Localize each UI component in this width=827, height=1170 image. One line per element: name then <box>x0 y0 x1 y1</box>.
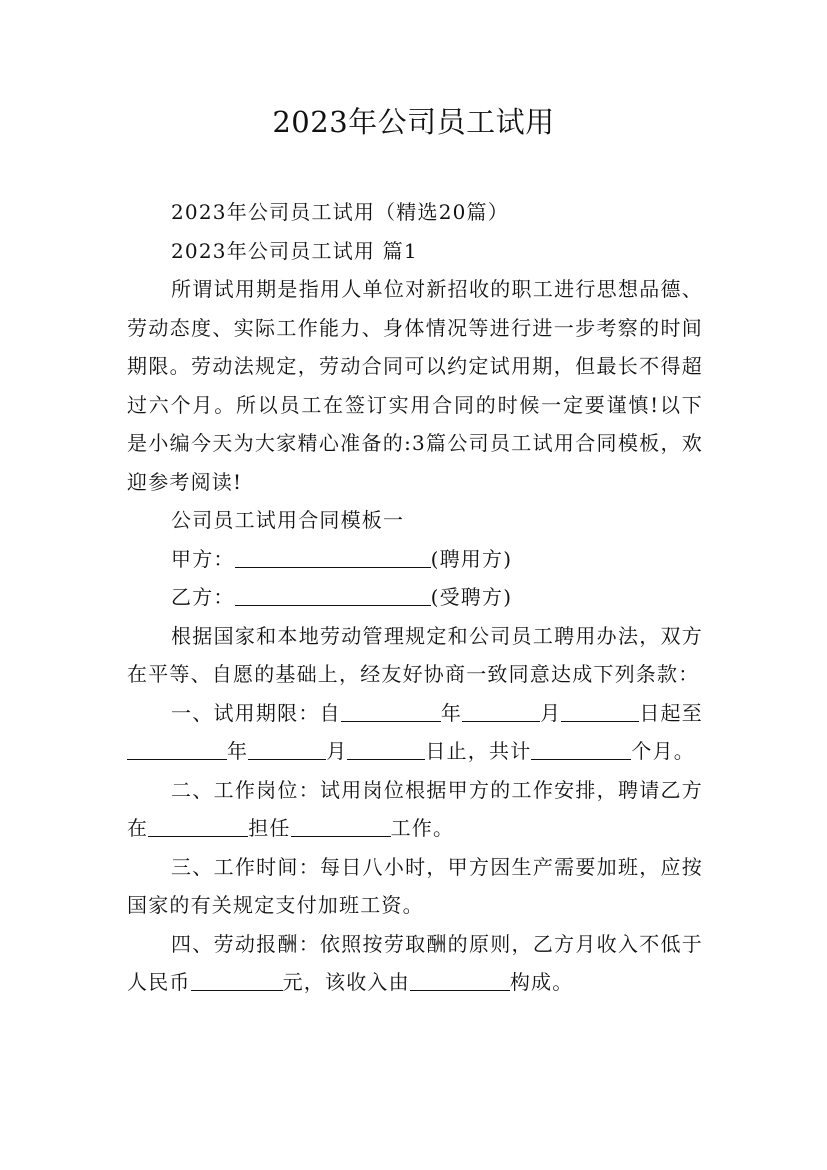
clause-2-work: 工作。 <box>390 816 455 840</box>
clause-1-end-year: 年 <box>227 739 249 763</box>
section-heading: 2023年公司员工试用 篇1 <box>171 238 418 263</box>
party-b-suffix: (受聘方) <box>430 585 513 609</box>
clause-1-from: 日起至 <box>639 700 703 725</box>
party-a-blank <box>235 547 431 568</box>
party-b-line <box>127 578 703 617</box>
clause-1-end-month: 月 <box>326 739 348 763</box>
party-a-line <box>127 540 703 579</box>
clause-3: 三、工作时间：每日八小时，甲方因生产需要加班，应按国家的有关规定支付加班工资。 <box>127 854 703 917</box>
party-a-label: 甲方： <box>171 546 235 571</box>
clause-2-text: 二、工作岗位：试用岗位根据甲方的工作安排，聘请乙方在 <box>127 777 703 840</box>
clause-1-text: 一、试用期限：自 <box>171 700 341 725</box>
clause-4-composed: 元，该收入由 <box>282 970 410 994</box>
salary-components-blank <box>410 970 510 991</box>
end-year-blank <box>127 739 227 760</box>
start-month-blank <box>462 701 540 722</box>
document-title: 2023年公司员工试用 <box>272 105 555 139</box>
clause-1-year: 年 <box>440 700 463 725</box>
document-body <box>127 193 703 1002</box>
clause-1-total: 日止，共计 <box>425 739 532 763</box>
subtitle: 2023年公司员工试用（精选20篇） <box>171 200 509 224</box>
clause-1 <box>127 694 703 771</box>
party-a-suffix: (聘用方) <box>430 546 513 571</box>
intro-paragraph: 所谓试用期是指用人单位对新招收的职工进行思想品德、劳动态度、实际工作能力、身体情况等进行进一步考察的时间期限。劳动法规定，劳动合同可以约定试用期，但最长不得超过六个月。所以员工在签订实用合同的时候一定要谨慎!以下是小编今天为大家精心准备的:3篇公司员工试用合同模板，欢迎参考阅读! <box>127 277 703 494</box>
start-year-blank <box>341 701 441 722</box>
end-month-blank <box>248 739 326 760</box>
department-blank <box>148 816 248 837</box>
clause-2 <box>127 771 703 848</box>
template-title: 公司员工试用合同模板一 <box>171 508 405 532</box>
end-day-blank <box>347 739 425 760</box>
party-b-label: 乙方： <box>171 585 235 609</box>
clause-1-months: 个月。 <box>631 739 696 763</box>
start-day-blank <box>561 701 639 722</box>
clause-1-month: 月 <box>540 700 562 725</box>
total-months-blank <box>531 739 631 760</box>
salary-blank <box>191 970 283 991</box>
clause-4-end: 构成。 <box>509 970 574 994</box>
clause-2-assume: 担任 <box>248 816 291 840</box>
preamble-paragraph: 根据国家和本地劳动管理规定和公司员工聘用办法，双方在平等、自愿的基础上，经友好协商一致同意达成下列条款： <box>127 623 703 686</box>
clause-4-text: 四、劳动报酬：依照按劳取酬的原则，乙方月收入不低于人民币 <box>127 931 703 994</box>
party-b-blank <box>235 585 431 606</box>
position-blank <box>291 816 391 837</box>
clause-4 <box>127 925 703 1002</box>
